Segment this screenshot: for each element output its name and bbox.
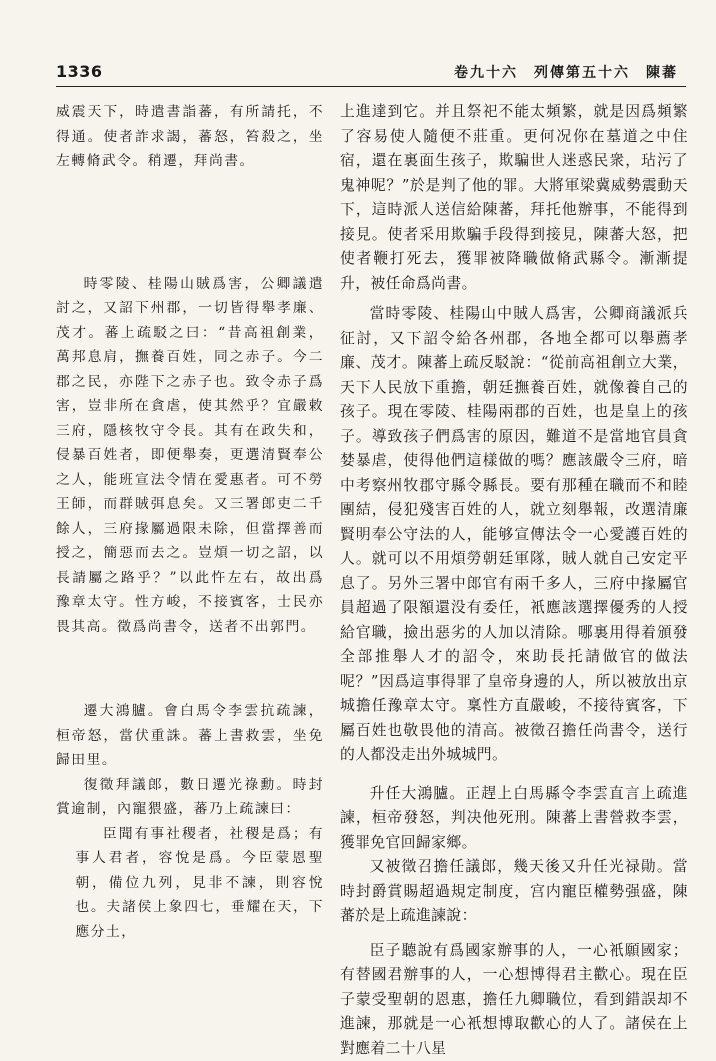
running-head: 卷九十六 列傳第五十六 陳蕃 bbox=[454, 62, 678, 82]
classical-paragraph-1: 威震天下，時遣書詣蕃，有所請托，不得通。使者詐求謁，蕃怒，笞殺之，坐左轉脩武令。稍遷，拜尚書。 bbox=[56, 100, 324, 174]
spacer bbox=[340, 929, 688, 939]
translation-paragraph-4: 又被徵召擔任議郎，幾天後又升任光禄勛。當時封爵賞賜超過規定制度，宫内寵臣權勢强盛，陳蕃於是上疏進諫說： bbox=[340, 855, 688, 929]
spacer bbox=[340, 768, 688, 782]
page-number: 1336 bbox=[56, 62, 103, 81]
translation-memorial-quote: 臣子聽說有爲國家辦事的人，一心衹願國家；有替國君辦事的人，一心想博得君主歡心。現在臣子蒙受聖朝的恩惠，擔任九卿職位，看到錯誤却不進諫，那就是一心衹想博取歡心的人了。諸侯在上對應着二十八星 bbox=[340, 939, 688, 1061]
spacer bbox=[56, 639, 324, 699]
translation-paragraph-2: 當時零陵、桂陽山中賊人爲害，公卿商議派兵征討，又下詔令給各州郡，各地全都可以舉薦孝廉、茂才。陳蕃上疏反駁說：“從前高祖創立大業，天下人民放下重擔，朝廷撫養百姓，就像養自己的孩子。現在零陵、桂陽兩郡的百姓，也是皇上的孩子。導致孩子們爲害的原因，難道不是當地官員貪婪暴虐，使得他們這樣做的嗎？應該嚴令三府，暗中考察州牧郡守縣令縣長。要有那種在職而不和睦團結，侵犯殘害百姓的人，就立刻舉報，改選清廉賢明奉公守法的人，能够宣傳法令一心愛護百姓的人。就可以不用煩勞朝廷軍隊，賊人就自己安定平息了。另外三署中郎官有兩千多人，三府中掾屬官員超過了限額還没有委任，衹應該選擇優秀的人授給官職，撿出惡劣的人加以清除。哪裏用得着頒發全部推舉人才的詔令，來助長托請做官的做法呢？”因爲這事得罪了皇帝身邊的人，所以被放出京城擔任豫章太守。稟性方直嚴峻，不接待賓客，下屬百姓也敬畏他的清高。被徵召擔任尚書令，送行的人都没走出外城城門。 bbox=[340, 302, 688, 768]
page-header bbox=[56, 60, 686, 87]
classical-paragraph-4: 復徵拜議郎，數日遷光祿勳。時封賞逾制，內寵猥盛，蕃乃上疏諫曰： bbox=[56, 773, 324, 822]
classical-paragraph-3: 遷大鴻臚。會白馬令李雲抗疏諫，桓帝怒，當伏重誅。蕃上書救雲，坐免歸田里。 bbox=[56, 699, 324, 773]
translation-paragraph-1: 上進達到它。并且祭祀不能太頻繁，就是因爲頻繁了容易使人隨便不莊重。更何况你在墓道之中住宿，還在裏面生孩子，欺騙世人迷惑民衆，玷污了鬼神呢？”於是判了他的罪。大將軍梁冀威勢震動天下，這時派人送信給陳蕃，拜托他辦事，不能得到接見。使者采用欺騙手段得到接見，陳蕃大怒，把使者鞭打死去，獲罪被降職做脩武縣令。漸漸提升，被任命爲尚書。 bbox=[340, 100, 688, 296]
spacer bbox=[56, 174, 324, 272]
classical-paragraph-2: 時零陵、桂陽山賊爲害，公卿議遣討之，又詔下州郡，一切皆得舉孝廉、茂才。蕃上疏駁之曰：“昔高祖創業，萬邦息肩，撫養百姓，同之赤子。今二郡之民，亦陛下之赤子也。致令赤子爲害，豈非所在貪虐，使其然乎？宜嚴敕三府，隱核牧守令長。其有在政失和，侵暴百姓者，即便舉奏，更選清賢奉公之人，能班宣法令情在愛惠者。可不勞王師，而群賊弭息矣。又三署郎吏二千餘人，三府掾屬過限未除，但當擇善而授之，簡惡而去之。豈煩一切之詔，以長請屬之路乎？”以此忤左右，故出爲豫章太守。性方峻，不接賓客，士民亦畏其高。徵爲尚書令，送者不出郭門。 bbox=[56, 272, 324, 640]
classical-memorial-quote: 臣聞有事社稷者，社稷是爲；有事人君者，容悅是爲。今臣蒙恩聖朝，備位九列，見非不諫，則容悅也。夫諸侯上象四七，垂耀在天，下應分土， bbox=[56, 822, 324, 945]
translation-column bbox=[340, 100, 688, 980]
translation-paragraph-3: 升任大鴻臚。正趕上白馬縣令李雲直言上疏進諫，桓帝發怒，判决他死刑。陳蕃上書營救李雲，獲罪免官回歸家鄉。 bbox=[340, 782, 688, 856]
classical-text-column bbox=[56, 100, 324, 980]
